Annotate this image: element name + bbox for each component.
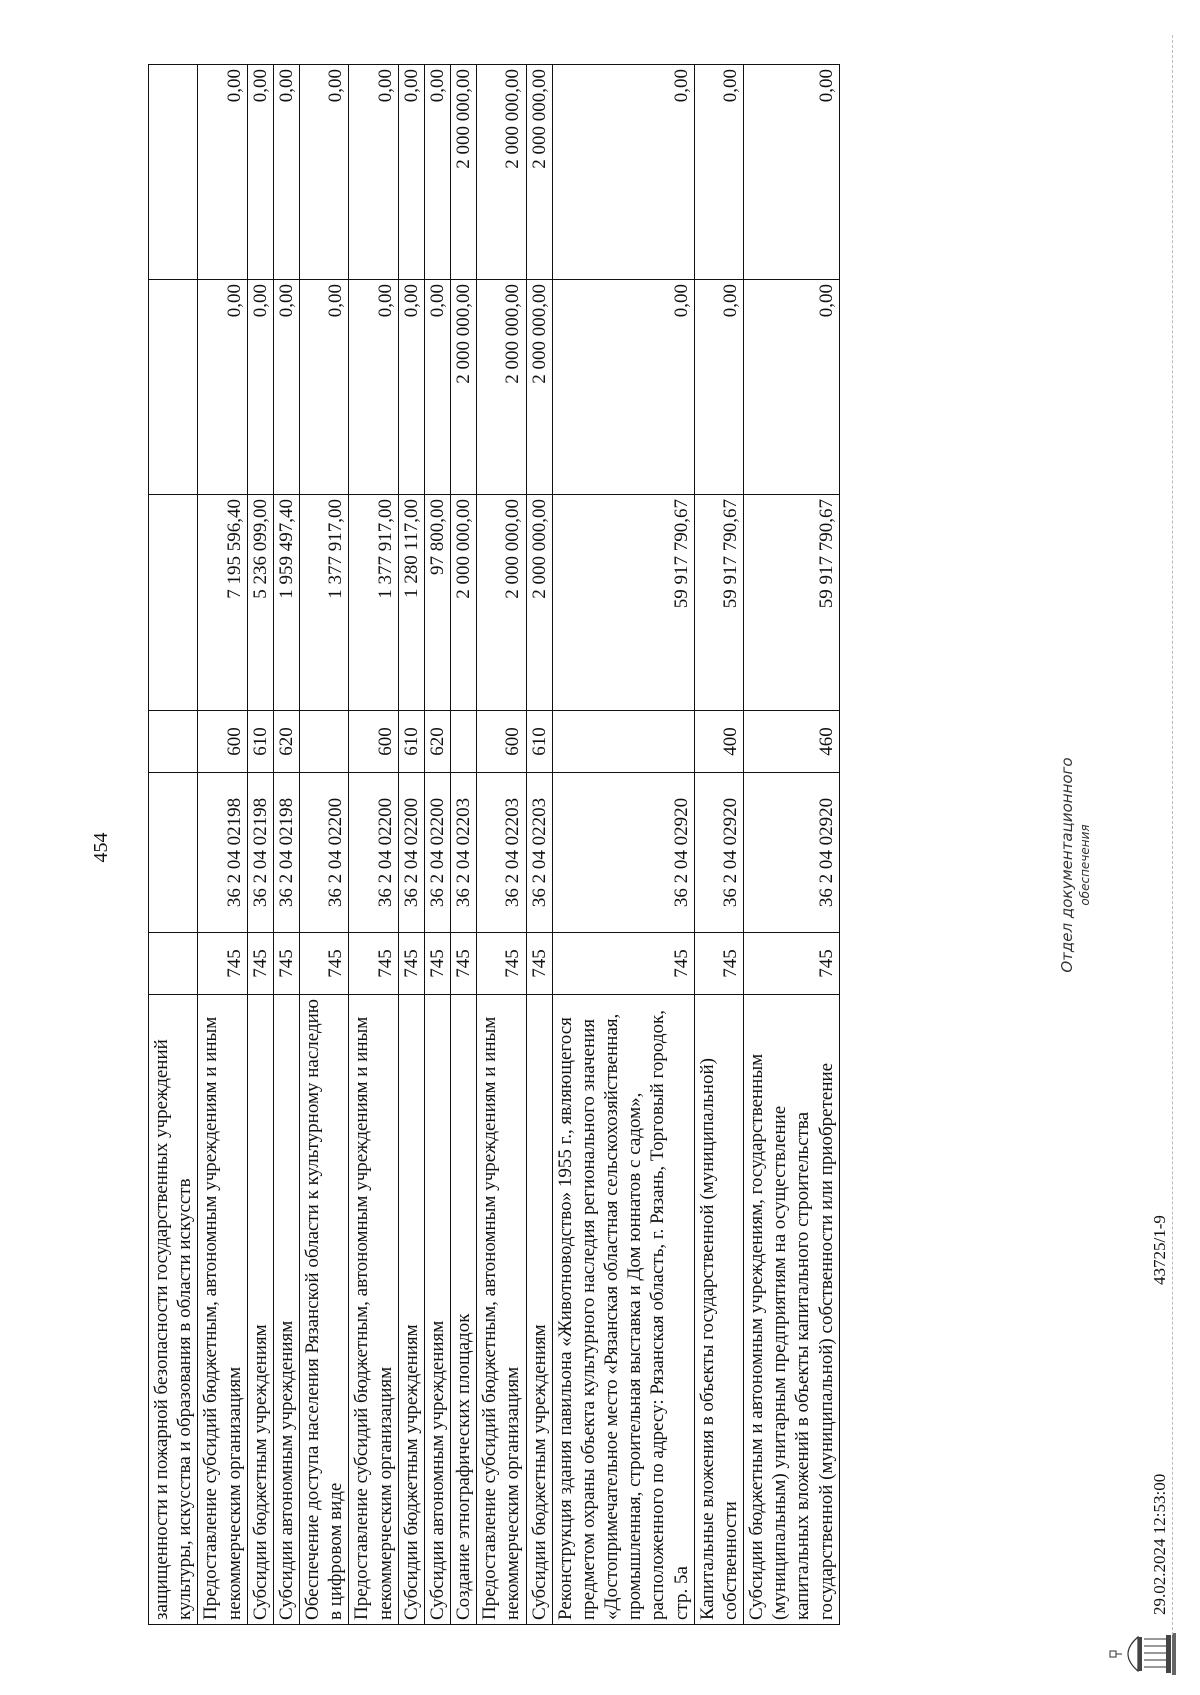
footer-date: 29.02.2024 12:53:00	[1150, 1473, 1169, 1615]
expense-type: 610	[526, 711, 552, 773]
row-name: Обеспечение доступа населения Рязанской области к культурному наследию в цифровом виде	[300, 995, 349, 1625]
amount-year-1: 7 195 596,40	[198, 495, 247, 711]
table-row	[744, 65, 840, 1625]
row-name: защищенности и пожарной безопасности государственных учреждений культуры, искусства и образования в области искусств	[149, 995, 198, 1625]
ministry-code: 745	[744, 933, 840, 995]
expense-type: 400	[694, 711, 743, 773]
amount-year-3: 0,00	[694, 65, 743, 280]
table-row	[424, 65, 450, 1625]
target-code: 36 2 04 02200	[349, 773, 398, 933]
footer-doc-number: 43725/1-9	[1150, 1215, 1169, 1285]
amount-year-1: 2 000 000,00	[451, 495, 477, 711]
expense-type: 600	[349, 711, 398, 773]
amount-year-2: 2 000 000,00	[451, 280, 477, 495]
amount-year-1: 1 377 917,00	[349, 495, 398, 711]
table-row	[526, 65, 552, 1625]
amount-year-2	[149, 280, 198, 495]
amount-year-2: 0,00	[300, 280, 349, 495]
scan-artifact-line	[1172, 35, 1173, 1635]
row-name: Субсидии автономным учреждениям	[424, 995, 450, 1625]
amount-year-2: 0,00	[273, 280, 299, 495]
amount-year-3: 0,00	[398, 65, 424, 280]
department-stamp	[1058, 735, 1093, 995]
expense-type: 600	[198, 711, 247, 773]
ministry-code: 745	[198, 933, 247, 995]
amount-year-3: 2 000 000,00	[451, 65, 477, 280]
target-code: 36 2 04 02203	[477, 773, 526, 933]
row-name: Предоставление субсидий бюджетным, автономным учреждениям и иным некоммерческим организациям	[477, 995, 526, 1625]
amount-year-3	[149, 65, 198, 280]
target-code: 36 2 04 02203	[526, 773, 552, 933]
table-row	[198, 65, 247, 1625]
amount-year-3: 2 000 000,00	[526, 65, 552, 280]
budget-table	[148, 64, 840, 1625]
row-name: Капитальные вложения в объекты государственной (муниципальной) собственности	[694, 995, 743, 1625]
amount-year-1: 2 000 000,00	[526, 495, 552, 711]
ministry-code: 745	[526, 933, 552, 995]
ministry-code: 745	[552, 933, 694, 995]
target-code: 36 2 04 02198	[273, 773, 299, 933]
amount-year-1: 1 377 917,00	[300, 495, 349, 711]
ministry-code: 745	[300, 933, 349, 995]
amount-year-3: 0,00	[198, 65, 247, 280]
table-row	[300, 65, 349, 1625]
amount-year-3: 0,00	[744, 65, 840, 280]
ministry-code: 745	[451, 933, 477, 995]
stamp-line-2: обеспечения	[1077, 824, 1092, 906]
target-code: 36 2 04 02920	[744, 773, 840, 933]
table-row	[552, 65, 694, 1625]
amount-year-2: 0,00	[424, 280, 450, 495]
amount-year-3: 0,00	[349, 65, 398, 280]
expense-type: 620	[273, 711, 299, 773]
expense-type	[552, 711, 694, 773]
expense-type: 610	[247, 711, 273, 773]
amount-year-1: 5 236 099,00	[247, 495, 273, 711]
amount-year-3: 0,00	[552, 65, 694, 280]
row-name: Субсидии бюджетным учреждениям	[398, 995, 424, 1625]
amount-year-2: 2 000 000,00	[526, 280, 552, 495]
amount-year-3: 0,00	[273, 65, 299, 280]
target-code: 36 2 04 02200	[398, 773, 424, 933]
target-code: 36 2 04 02920	[552, 773, 694, 933]
table-row	[247, 65, 273, 1625]
amount-year-1: 1 280 117,00	[398, 495, 424, 711]
ministry-code: 745	[349, 933, 398, 995]
table-row	[451, 65, 477, 1625]
expense-type: 610	[398, 711, 424, 773]
amount-year-1: 2 000 000,00	[477, 495, 526, 711]
expense-type	[149, 711, 198, 773]
table-row	[477, 65, 526, 1625]
row-name: Реконструкция здания павильона «Животноводство» 1955 г., являющегося предметом охраны объекта культурного наследия регионального значения «Достопримечательное место «Рязанская областная сельскохозяйственная, промышленная, строительная выставка и Дом юннатов с садом», расположенного по адресу: Рязанская область, г. Рязань, Торговый городок, стр. 5а	[552, 995, 694, 1625]
amount-year-3: 0,00	[247, 65, 273, 280]
expense-type	[451, 711, 477, 773]
page-number: 454	[90, 832, 112, 863]
row-name: Субсидии бюджетным учреждениям	[526, 995, 552, 1625]
emblem-icon	[1108, 1629, 1180, 1677]
amount-year-2: 0,00	[349, 280, 398, 495]
table-row	[273, 65, 299, 1625]
table-row	[398, 65, 424, 1625]
amount-year-1: 1 959 497,40	[273, 495, 299, 711]
ministry-code: 745	[273, 933, 299, 995]
amount-year-2: 0,00	[247, 280, 273, 495]
ministry-code	[149, 933, 198, 995]
row-name: Субсидии бюджетным учреждениям	[247, 995, 273, 1625]
row-name: Создание этнографических площадок	[451, 995, 477, 1625]
target-code: 36 2 04 02200	[300, 773, 349, 933]
ministry-code: 745	[247, 933, 273, 995]
expense-type	[300, 711, 349, 773]
amount-year-1: 59 917 790,67	[744, 495, 840, 711]
row-name: Субсидии автономным учреждениям	[273, 995, 299, 1625]
ministry-code: 745	[477, 933, 526, 995]
expense-type: 620	[424, 711, 450, 773]
target-code: 36 2 04 02920	[694, 773, 743, 933]
expense-type: 600	[477, 711, 526, 773]
row-name: Субсидии бюджетным и автономным учреждениям, государственным (муниципальным) унитарным предприятиям на осуществление капитальных вложений в объекты капитального строительства государственной (муниципальной) собственности или приобретение	[744, 995, 840, 1625]
amount-year-1: 59 917 790,67	[694, 495, 743, 711]
table-row	[349, 65, 398, 1625]
amount-year-1: 97 800,00	[424, 495, 450, 711]
amount-year-2: 0,00	[744, 280, 840, 495]
stamp-line-1: Отдел документационного	[1058, 757, 1076, 973]
amount-year-2: 0,00	[552, 280, 694, 495]
ministry-code: 745	[694, 933, 743, 995]
table-row	[694, 65, 743, 1625]
row-name: Предоставление субсидий бюджетным, автономным учреждениям и иным некоммерческим организациям	[198, 995, 247, 1625]
amount-year-3: 0,00	[300, 65, 349, 280]
amount-year-2: 2 000 000,00	[477, 280, 526, 495]
amount-year-3: 0,00	[424, 65, 450, 280]
amount-year-2: 0,00	[398, 280, 424, 495]
ministry-code: 745	[398, 933, 424, 995]
amount-year-1: 59 917 790,67	[552, 495, 694, 711]
target-code: 36 2 04 02203	[451, 773, 477, 933]
amount-year-1	[149, 495, 198, 711]
table-row	[149, 65, 198, 1625]
row-name: Предоставление субсидий бюджетным, автономным учреждениям и иным некоммерческим организациям	[349, 995, 398, 1625]
amount-year-3: 2 000 000,00	[477, 65, 526, 280]
target-code	[149, 773, 198, 933]
target-code: 36 2 04 02200	[424, 773, 450, 933]
amount-year-2: 0,00	[198, 280, 247, 495]
target-code: 36 2 04 02198	[198, 773, 247, 933]
amount-year-2: 0,00	[694, 280, 743, 495]
target-code: 36 2 04 02198	[247, 773, 273, 933]
expense-type: 460	[744, 711, 840, 773]
ministry-code: 745	[424, 933, 450, 995]
